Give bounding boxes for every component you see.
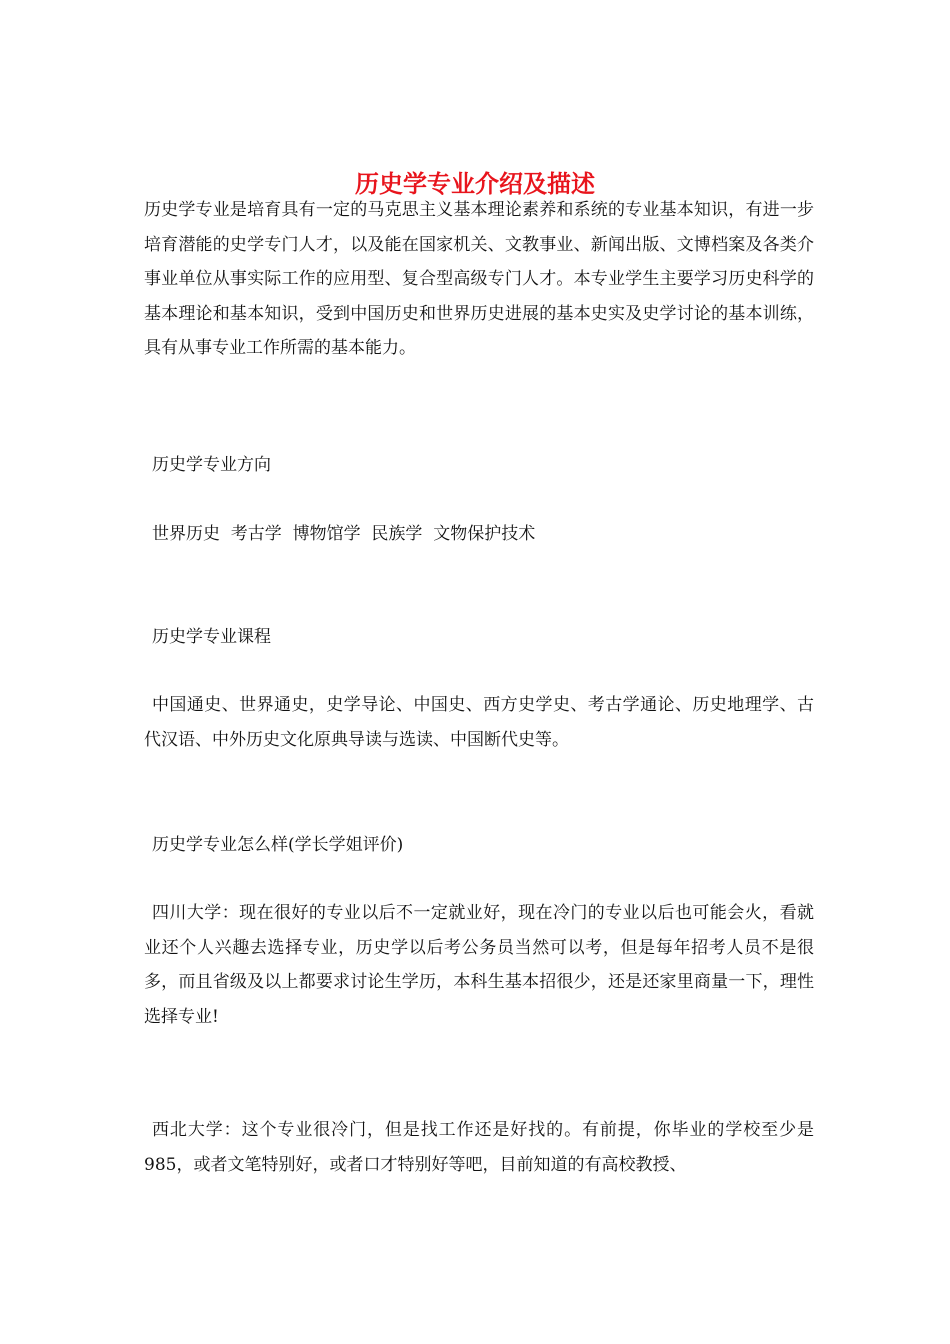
review-sichuan-university [144, 896, 814, 1034]
review-text: 四川大学：现在很好的专业以后不一定就业好，现在冷门的专业以后也可能会火，看就业还个人兴趣去选择专业，历史学以后考公务员当然可以考，但是每年招考人员不是很多，而且省级及以上都要求讨论生学历，本科生基本招很少，还是还家里商量一下，理性选择专业! [144, 903, 814, 1027]
review-northwest-university [144, 1113, 814, 1182]
directions-list: 世界历史 考古学 博物馆学 民族学 文物保护技术 [152, 524, 536, 544]
directions-heading: 历史学专业方向 [152, 455, 271, 475]
courses-heading: 历史学专业课程 [152, 627, 271, 647]
courses-text: 中国通史、世界通史，史学导论、中国史、西方史学史、考古学通论、历史地理学、古代汉语、中外历史文化原典导读与选读、中国断代史等。 [144, 695, 814, 750]
evaluation-heading: 历史学专业怎么样(学长学姐评价) [152, 835, 404, 855]
review-text: 西北大学：这个专业很冷门，但是找工作还是好找的。有前提，你毕业的学校至少是985，或者文笔特别好，或者口才特别好等吧，目前知道的有高校教授、 [144, 1120, 814, 1175]
courses-paragraph [144, 688, 814, 757]
document-title: 历史学专业介绍及描述 [355, 169, 595, 199]
intro-paragraph: 历史学专业是培育具有一定的马克思主义基本理论素养和系统的专业基本知识，有进一步培育潜能的史学专门人才，以及能在国家机关、文教事业、新闻出版、文博档案及各类介事业单位从事实际工作的应用型、复合型高级专门人才。本专业学生主要学习历史科学的基本理论和基本知识，受到中国历史和世界历史进展的基本史实及史学讨论的基本训练，具有从事专业工作所需的基本能力。 [144, 200, 814, 358]
